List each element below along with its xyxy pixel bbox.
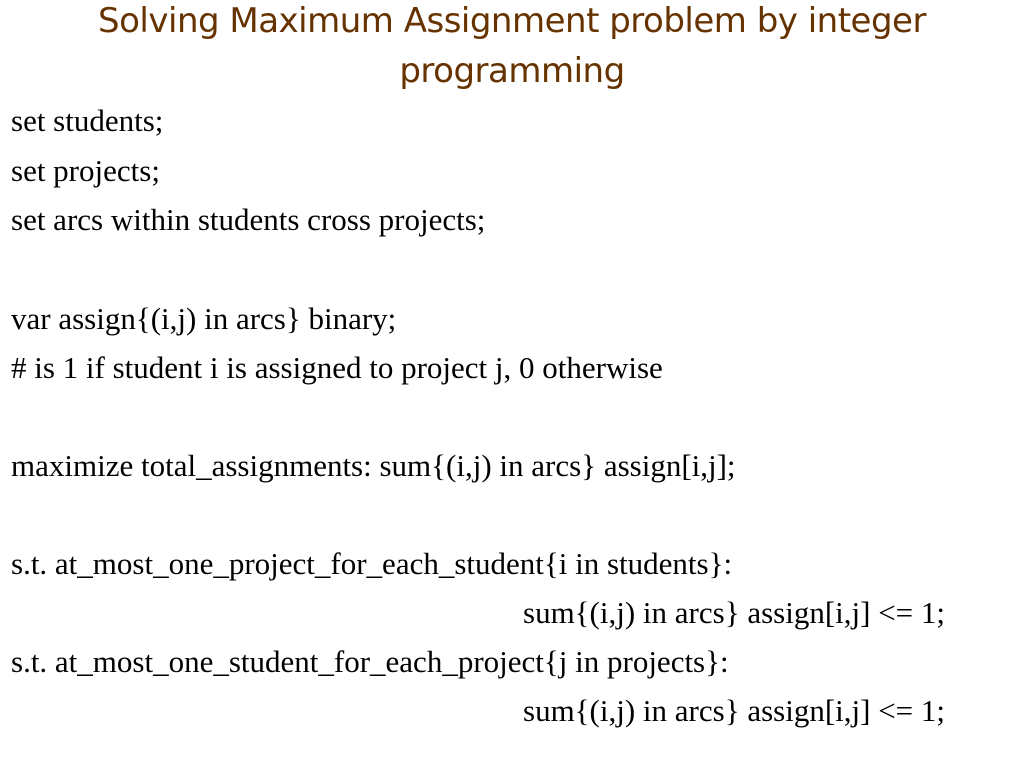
- code-set-arcs: set arcs within students cross projects;: [11, 202, 486, 237]
- code-constraint1-body: sum{(i,j) in arcs} assign[i,j] <= 1;: [523, 595, 946, 630]
- code-set-students: set students;: [11, 103, 164, 138]
- code-comment: # is 1 if student i is assigned to project j, 0 otherwise: [11, 350, 663, 385]
- code-constraint2-head: s.t. at_most_one_student_for_each_project{j in projects}:: [11, 644, 729, 679]
- code-set-projects: set projects;: [11, 153, 160, 188]
- title-line-1: Solving Maximum Assignment problem by integer: [98, 1, 926, 41]
- code-constraint1-head: s.t. at_most_one_project_for_each_student{i in students}:: [11, 546, 733, 581]
- code-constraint2-body: sum{(i,j) in arcs} assign[i,j] <= 1;: [523, 693, 946, 728]
- slide-title: [0, 0, 1024, 96]
- title-line-2: programming: [399, 51, 625, 91]
- code-objective: maximize total_assignments: sum{(i,j) in arcs} assign[i,j];: [11, 448, 736, 483]
- code-var-assign: var assign{(i,j) in arcs} binary;: [11, 301, 397, 336]
